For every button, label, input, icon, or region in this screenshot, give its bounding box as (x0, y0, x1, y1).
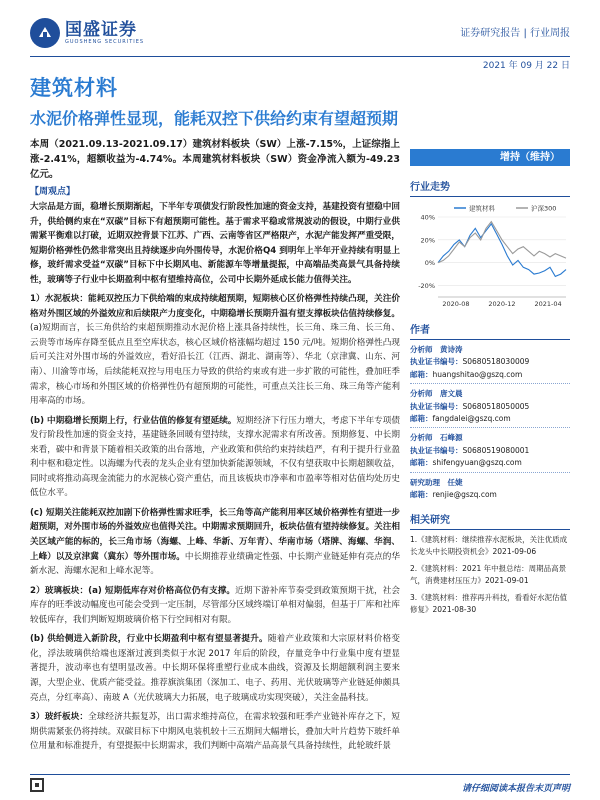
analyst-row (410, 413, 570, 425)
analyst-row (410, 356, 570, 368)
analyst-divider (410, 427, 570, 428)
analysts-block (410, 321, 570, 501)
analyst-name: 石峰源 (440, 433, 463, 443)
industry-title: 建筑材料 (30, 76, 118, 100)
analyst-field: 分析师 (410, 389, 440, 399)
company-logo (30, 18, 144, 48)
footer-divider (30, 774, 570, 775)
analyst-row (410, 457, 570, 469)
related-title: 相关研究 (410, 511, 570, 530)
analyst-field: 执业证书编号： (410, 357, 463, 367)
analyst-name: 唐文晨 (440, 389, 463, 399)
footer-disclaimer: 请仔细阅读本报告末页声明 (461, 784, 570, 794)
body-paragraph (30, 632, 400, 705)
analyst-field: 分析师 (410, 345, 440, 354)
paragraph-lead: (c) 短期关注能耗双控加剧下价格弹性需求旺季，长三角等高产能利用率区域价格弹性有望进一步超预期，对外围市场的外溢效应也值得关注。中期需求预期回升，板块估值有望持续修复。关注相关区域产能的标的，长三角市场（海螺、上峰、华新、万年青）、华南市场（塔牌、海螺、华润、上峰）以及京津冀（冀东）等外围市场。 (30, 507, 400, 562)
paragraph-text: 随着产业政策和大宗原材料价格变化，浮法玻璃供给端也逐渐过渡到类似于水泥 2017 年后的阶段，存量竞争中行业集中度有望显著提升，波动率也有望明显改善。中长期环保将重塑行业成本曲线，资源及长期超额利润主要来源，大型企业、优质产能受益。推荐旗滨集团（深加工、电子、药用、光伏玻璃等产业链延伸颇具亮点，分红率高）、南玻 A（光伏玻璃大力拓展，电子玻璃成功实现突破），关注金晶科技。 (30, 634, 400, 703)
analyst-row (410, 344, 570, 356)
report-headline: 水泥价格弹性显现，能耗双控下供给约束有望超预期 (30, 109, 399, 128)
trend-title: 行业走势 (410, 178, 570, 197)
report-body (30, 200, 400, 759)
analyst-field: 研究助理 (410, 477, 448, 487)
analyst-row (410, 388, 570, 400)
x-tick-label: 2021-04 (534, 300, 562, 308)
weekly-summary: 本周（2021.09.13-2021.09.17）建筑材料板块（SW）上涨-7.15%，上证综指上涨-2.41%，超额收益为-4.74%。本周建筑材料板块（SW）资金净流入额为-49.23 亿元。 (30, 139, 400, 180)
analyst-field: 邮箱： (410, 489, 433, 499)
analyst-divider (410, 472, 570, 473)
related-report-link[interactable]: 3.《建筑材料：推荐再升科技，看看好水泥估值修复》2021-08-30 (410, 593, 568, 615)
analyst-field: 分析师 (410, 433, 440, 443)
y-tick-label: -20% (418, 282, 435, 291)
analyst-divider (410, 383, 570, 384)
body-paragraph (30, 506, 400, 579)
paragraph-lead: (b) 中期稳增长预期上行，行业估值的修复有望延续。 (30, 415, 237, 426)
analysts-title: 作者 (410, 321, 570, 340)
body-paragraph (30, 200, 400, 287)
logo-en-text: GUOSHENG SECURITIES (65, 39, 145, 45)
report-type: 证券研究报告 | 行业周报 (460, 28, 570, 39)
report-date: 2021 年 09 月 22 日 (482, 61, 570, 71)
sidebar (410, 178, 570, 621)
analyst-field: renjie@gszq.com (432, 489, 497, 499)
paragraph-lead: 2）玻璃板块：(a) 短期低库存对价格高位仍有支撑。 (30, 585, 236, 596)
section-tag: 【周观点】 (30, 187, 76, 197)
trend-chart-svg (410, 201, 570, 313)
paragraph-lead: 大宗品是方面，稳增长预期渐起，下半年专项债发行阶段性加速的资金支持，基建投资有望稳中回升，供给侧约束在“双碳”目标下有超预期可能性。基于需求平稳或常规波动的假设，中期行业供需紧平衡难以打破，近期双控背景下江苏、广西、云南等省区严格限产，水泥产能发挥严重受限，短期价格弹性仍然非常突出且持续逐步向外围传导，水泥价格Q4 到明年上半年开业持续有明显上修，玻纤需求受益“双碳”目标下中长期风电、新能源车等增量提振，中高端品类高景气具备持续性，玻璃等子行业中长期盈利中枢有望维持高位，公司中长期外延成长能力值得关注。 (30, 202, 400, 285)
paragraph-text: 中长期推荐业绩确定性强、中长期产业链延伸有亮点的华新水泥、海螺水泥和上峰水泥等。 (30, 551, 400, 577)
body-paragraph (30, 710, 400, 754)
body-paragraph (30, 584, 400, 628)
y-tick-label: 40% (420, 213, 435, 222)
analyst-field: shifengyuan@gszq.com (432, 458, 522, 468)
related-report-link[interactable]: 1.《建筑材料：继续推荐水泥板块，关注优质成长龙头中长期投资机会》2021-09-06 (410, 535, 568, 557)
paragraph-text: 近期下游补库节奏受到政策预期干扰，社会库存的旺季波动幅度也可能会受到一定压制，尽管部分区域终端订单相对偏弱，但基于厂库和社库较低库存，我们判断短期玻璃价格下行空间相对有限。 (30, 585, 400, 625)
legend-label: 沪深300 (531, 204, 557, 213)
analyst-row (410, 401, 570, 413)
logo-icon (30, 18, 60, 48)
x-tick-label: 2020-08 (442, 300, 470, 308)
y-tick-label: 0% (424, 259, 435, 268)
paragraph-text: 短期经济下行压力增大，考虑下半年专项债发行阶段性加速的资金支持，基建链条回暖有望持续，支撑水泥需求有所改善。预期修复、中长期来看，碳中和背景下随着相关政策的出台落地，产业政策和供给约束持续趋严，有利于提升行业盈利中枢和稳定性。以海螺为代表的龙头企业有望加快新能源领域，不仅有望获取中长期超额收益，同时或将推动高现金流能力的水泥核心资产重估，而且该板块市净率和市盈率等相对估值均处历史低位水平。 (30, 415, 400, 499)
header-divider (30, 56, 570, 57)
analyst-field: 执业证书编号： (410, 445, 463, 455)
analyst-row (410, 489, 570, 501)
paragraph-text: (a)短期而言，长三角供给约束超预期推动水泥价格上涨具备持续性，长三角、珠三角、长三角、云贵等市场库存降至低点且至空库状态，核心区域价格涨幅均超过 150 元/吨。短期价格弹性凸现后可关注对外围市场的外溢效应，看好沿长江（江西、湖北、湖南等）、华北（京津冀、山东、河南）、川渝等市场，后续能耗双控与用电压力导致的供给约束或有进一步扩散的可能性，叠加旺季需求，核心市场和外围区域的价格弹性仍有超预期的可能性，可重点关注长三角、珠三角等产能利用率高的市场。 (30, 323, 400, 407)
y-tick-label: 20% (420, 236, 435, 245)
paragraph-lead: 3）玻纤板块： (30, 712, 89, 723)
analyst-row (410, 432, 570, 444)
analyst-field: S0680518030009 (462, 357, 530, 367)
analyst-name: 任婕 (447, 477, 463, 487)
series-line-building-materials (438, 224, 566, 277)
analyst-row (410, 445, 570, 457)
analyst-name: 黄诗涛 (440, 345, 463, 354)
industry-trend-chart (410, 201, 570, 313)
rating-badge: 增持（维持） (410, 149, 570, 166)
body-paragraph (30, 414, 400, 501)
analyst-field: 邮箱： (410, 458, 433, 468)
analyst-field: fangdalei@gszq.com (432, 413, 511, 423)
analyst-field: 执业证书编号： (410, 401, 463, 411)
related-research (410, 511, 570, 616)
paragraph-text: 全球经济共振复苏，出口需求维持高位，在需求较强和旺季产业链补库存之下，短期供需紧张仍将持续。双碳目标下中期风电装机较十三五期间大幅增长，叠加大叶片趋势下玻纤单位用量和标准提升，有望提振中长期需求，我们判断中高端产品高景气具备持续性，此轮玻纤景 (30, 712, 400, 752)
analyst-field: S0680519080001 (462, 445, 530, 455)
report-header (30, 18, 570, 71)
paragraph-lead: (b) 供给侧进入新阶段，行业中长期盈利中枢有望显著提升。 (30, 634, 268, 645)
analyst-field: 邮箱： (410, 369, 433, 379)
analyst-row (410, 477, 570, 489)
x-tick-label: 2020-12 (488, 300, 516, 308)
analyst-field: huangshitao@gszq.com (432, 369, 523, 379)
qr-code-icon (30, 778, 44, 792)
logo-cn-text: 国盛证券 (65, 20, 137, 40)
body-paragraph (30, 292, 400, 408)
analyst-field: S0680518050005 (462, 401, 530, 411)
paragraph-lead: 1）水泥板块：能耗双控压力下供给端的束成持续超预期，短期核心区价格弹性持续凸现，关注价格对外围区域的外溢效应和后续限产力度变化，中期稳增长预期升温有望支撑板块估值持续修复。 (30, 294, 400, 319)
legend-label: 建筑材料 (469, 204, 495, 213)
analyst-row (410, 369, 570, 381)
analyst-field: 邮箱： (410, 413, 433, 423)
related-report-link[interactable]: 2.《建筑材料：2021 年中报总结：周期品高景气，消费建材压压力》2021-09-01 (410, 564, 567, 586)
